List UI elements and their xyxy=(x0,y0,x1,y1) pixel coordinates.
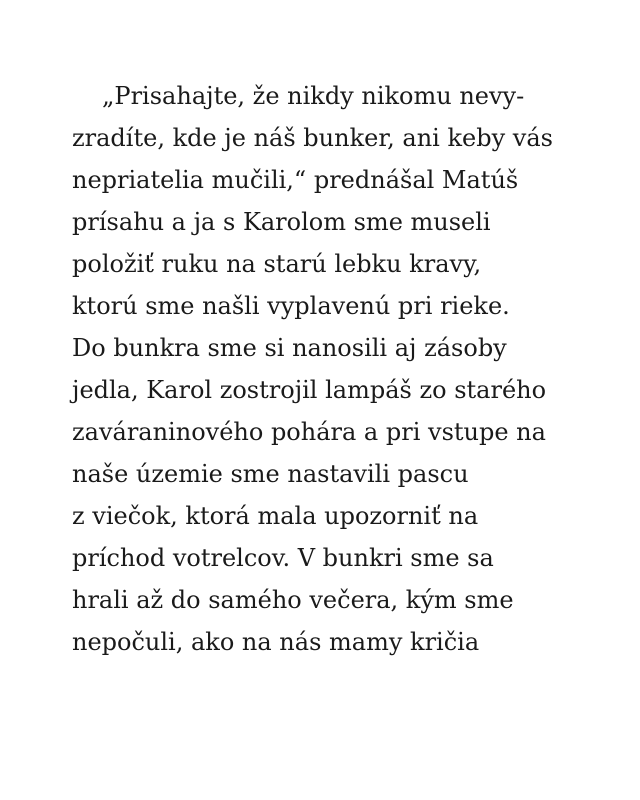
text-line: ktorú sme našli vyplavenú pri rieke. xyxy=(72,292,510,320)
text-line: naše územie sme nastavili pascu xyxy=(72,460,469,488)
text-line: jedla, Karol zostrojil lampáš zo starého xyxy=(72,376,547,404)
text-line: Do bunkra sme si nanosili aj zásoby xyxy=(72,334,507,362)
text-line: príchod votrelcov. V bunkri sme sa xyxy=(72,544,494,572)
text-line: položiť ruku na starú lebku kravy, xyxy=(72,250,482,278)
text-line: prísahu a ja s Karolom sme museli xyxy=(72,208,491,236)
text-line: z viečok, ktorá mala upozorniť na xyxy=(72,502,479,530)
text-line: hrali až do samého večera, kým sme xyxy=(72,586,514,614)
text-line: nepriatelia mučili,“ prednášal Matúš xyxy=(72,166,519,194)
text-line: „Prisahajte, že nikdy nikomu nevy- xyxy=(102,82,525,110)
text-line: zaváraninového pohára a pri vstupe na xyxy=(72,418,546,446)
text-line: nepočuli, ako na nás mamy kričia xyxy=(72,628,480,656)
text-line: zradíte, kde je náš bunker, ani keby vás xyxy=(72,124,553,152)
paragraph xyxy=(72,75,572,663)
